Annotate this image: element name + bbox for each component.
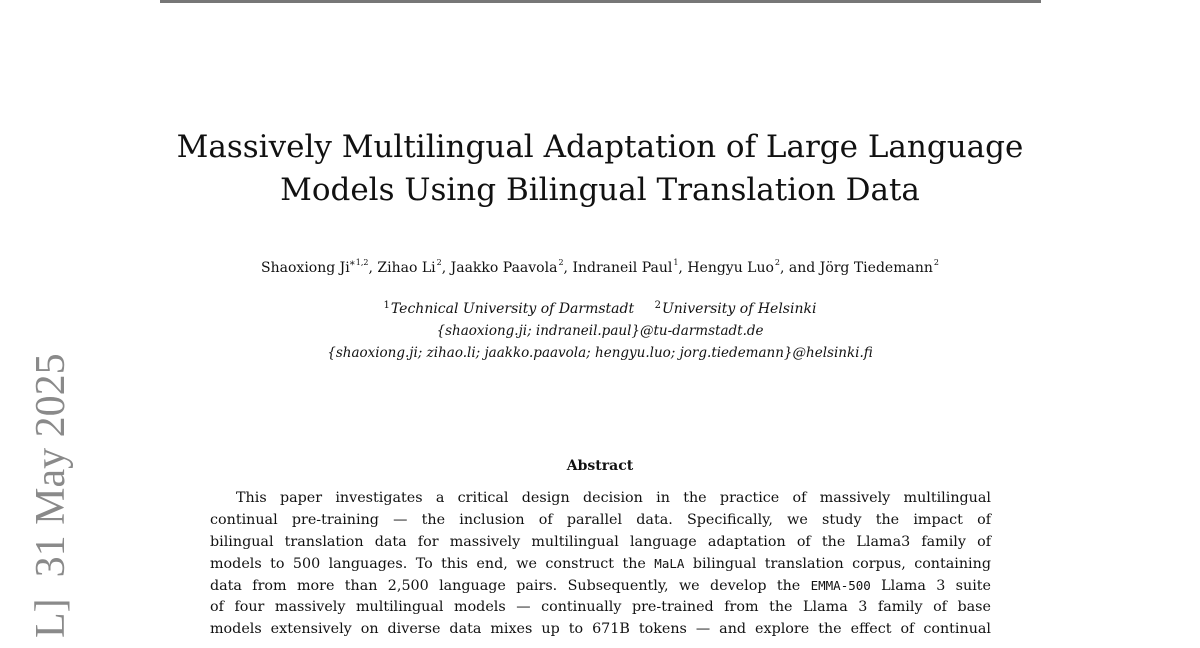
abstract-text: data from more than 2,500 language pairs. Subsequently, we develop the (210, 578, 811, 595)
author-affiliation-sup: 2 (774, 258, 781, 267)
abstract-code-term: EMMA-500 (810, 578, 871, 594)
author-corresponding-mark: * (349, 260, 355, 271)
author-affiliation-sup: 1 (673, 258, 679, 267)
email-darmstadt: {shaoxiong.ji; indraneil.paul}@tu-darmstadt.de (436, 323, 764, 339)
abstract-line (210, 488, 991, 510)
side-stamp-partial: L] (28, 598, 74, 638)
abstract-body (210, 488, 991, 641)
abstract-code-term: MaLA (654, 556, 685, 572)
author-separator: , (563, 260, 573, 276)
abstract-line (210, 510, 991, 532)
arxiv-side-stamp (30, 353, 72, 648)
title-line-1: Massively Multilingual Adaptation of Large Language (176, 129, 1024, 165)
affiliation-1-name: Technical University of Darmstadt (390, 301, 635, 317)
author-separator: , and (780, 260, 820, 276)
author-name: Jörg Tiedemann (819, 260, 933, 276)
affiliation-1-number: 1 (383, 300, 390, 311)
abstract-text: bilingual translation corpus, containing (684, 556, 991, 573)
affiliation-2 (655, 301, 817, 317)
paper-title (0, 126, 1200, 212)
abstract-text: of four massively multilingual models — continually pre-trained from the Llama 3 family of base (210, 598, 991, 615)
abstract-text: Llama 3 suite (870, 578, 991, 595)
affiliation-1 (384, 301, 635, 317)
abstract-line (210, 597, 991, 619)
author-separator: , (678, 260, 688, 276)
abstract-line (210, 619, 991, 641)
abstract-text: models extensively on diverse data mixes up to 671B tokens — and explore the effect of continual (210, 620, 991, 637)
affiliations-block (0, 298, 1200, 364)
author-affiliation-sup: 1,2 (355, 258, 369, 267)
abstract-text: This paper investigates a critical design decision in the practice of massively multilingual (236, 490, 991, 506)
affiliation-line (0, 298, 1200, 320)
author-separator: , (368, 260, 378, 276)
author-name: Indraneil Paul (572, 260, 673, 276)
top-rule (160, 0, 1041, 3)
author-list (0, 256, 1200, 278)
email-helsinki: {shaoxiong.ji; zihao.li; jaakko.paavola; hengyu.luo; jorg.tiedemann}@helsinki.fi (327, 345, 873, 361)
abstract-text: continual pre-training — the inclusion of parallel data. Specifically, we study the impact of (210, 511, 991, 528)
abstract-text: models to 500 languages. To this end, we construct the (210, 556, 655, 573)
author-name: Zihao Li (377, 260, 436, 276)
author-name: Shaoxiong Ji (261, 260, 350, 276)
affiliation-2-name: University of Helsinki (661, 301, 817, 317)
abstract-heading: Abstract (566, 458, 634, 474)
author-name: Hengyu Luo (687, 260, 774, 276)
affiliation-2-number: 2 (654, 300, 661, 311)
abstract-text: bilingual translation data for massively multilingual language adaptation of the Llama3 family of (210, 533, 991, 550)
author-affiliation-sup: 2 (558, 258, 564, 267)
title-line-2: Models Using Bilingual Translation Data (280, 172, 920, 208)
side-stamp-date: 31 May 2025 (28, 353, 74, 578)
author-affiliation-sup: 2 (933, 258, 939, 267)
author-name: Jaakko Paavola (450, 260, 558, 276)
author-affiliation-sup: 2 (436, 258, 442, 267)
abstract-line (210, 575, 991, 597)
abstract-line (210, 532, 991, 554)
abstract-line (210, 553, 991, 575)
author-separator: , (441, 260, 451, 276)
